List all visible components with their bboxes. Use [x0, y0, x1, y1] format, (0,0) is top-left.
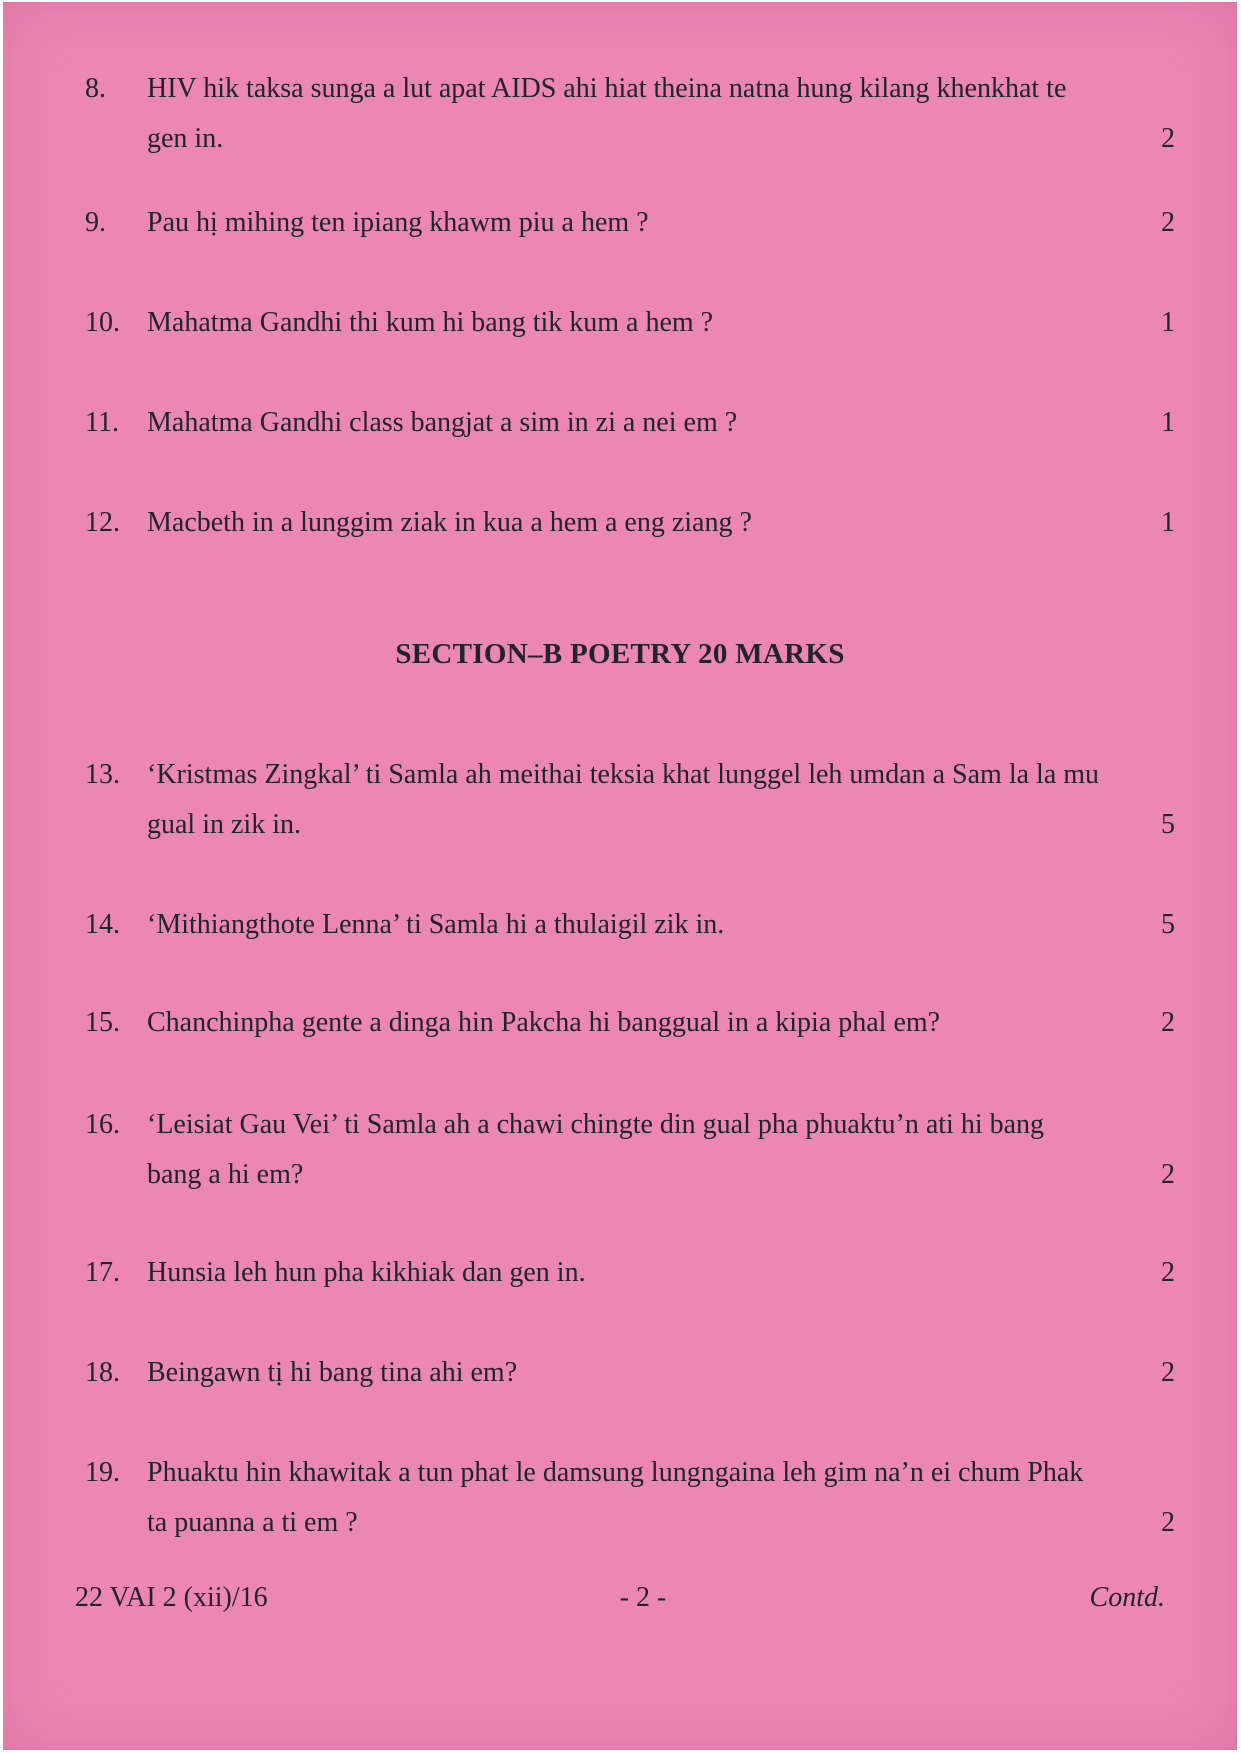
question-marks: 2 [1161, 1159, 1175, 1190]
page-content [3, 2, 1237, 1750]
question-17 [85, 1248, 1175, 1298]
question-text: Hunsia leh hun pha kikhiak dan gen in. [147, 1257, 586, 1288]
question-16 [85, 1100, 1175, 1200]
paper-code: 22 VAI 2 (xii)/16 [75, 1582, 268, 1613]
question-marks: 1 [1161, 307, 1175, 338]
question-text: Beingawn tị hi bang tina ahi em? [147, 1357, 518, 1388]
question-text: Phuaktu hin khawitak a tun phat le damsung lungngaina leh gim na’n ei chum Phak ta puanna a ti em ? [147, 1457, 1084, 1538]
question-text: ‘Kristmas Zingkal’ ti Samla ah meithai teksia khat lunggel leh umdan a Sam la la mu gual in zik in. [147, 759, 1100, 840]
question-number: 8. [85, 73, 106, 104]
page-number: - 2 - [619, 1582, 667, 1613]
question-marks: 5 [1161, 809, 1175, 840]
question-14 [85, 900, 1175, 950]
question-marks: 1 [1161, 507, 1175, 538]
question-number: 9. [85, 207, 106, 238]
question-number: 17. [85, 1257, 120, 1288]
question-text: Chanchinpha gente a dinga hin Pakcha hi banggual in a kipia phal em? [147, 1007, 941, 1038]
question-number: 19. [85, 1457, 120, 1488]
exam-page [3, 2, 1237, 1750]
question-text: Pau hị mihing ten ipiang khawm piu a hem ? [147, 207, 649, 238]
question-text: Macbeth in a lunggim ziak in kua a hem a eng ziang ? [147, 507, 752, 538]
question-number: 15. [85, 1007, 120, 1038]
question-15 [85, 998, 1175, 1048]
question-marks: 5 [1161, 909, 1175, 940]
question-text: ‘Leisiat Gau Vei’ ti Samla ah a chawi chingte din gual pha phuaktu’n ati hi bang bang a hi em? [147, 1109, 1045, 1190]
question-marks: 2 [1161, 1507, 1175, 1538]
question-12 [85, 498, 1175, 548]
question-number: 12. [85, 507, 120, 538]
question-number: 11. [85, 407, 119, 438]
question-11 [85, 398, 1175, 448]
question-number: 14. [85, 909, 120, 940]
question-18 [85, 1348, 1175, 1398]
continued-label: Contd. [1089, 1582, 1165, 1613]
question-10 [85, 298, 1175, 348]
question-marks: 2 [1161, 1007, 1175, 1038]
question-marks: 2 [1161, 123, 1175, 154]
question-marks: 2 [1161, 1257, 1175, 1288]
question-text: Mahatma Gandhi class bangjat a sim in zi a nei em ? [147, 407, 738, 438]
question-number: 13. [85, 759, 120, 790]
section-heading: SECTION–B POETRY 20 MARKS [395, 638, 845, 670]
question-text: HIV hik taksa sunga a lut apat AIDS ahi hiat theina natna hung kilang khenkhat te gen in. [147, 73, 1067, 154]
question-number: 16. [85, 1109, 120, 1140]
question-8 [85, 64, 1175, 164]
question-marks: 2 [1161, 207, 1175, 238]
question-13 [85, 750, 1175, 850]
question-text: Mahatma Gandhi thi kum hi bang tik kum a hem ? [147, 307, 714, 338]
question-19 [85, 1448, 1175, 1548]
question-marks: 2 [1161, 1357, 1175, 1388]
question-number: 18. [85, 1357, 120, 1388]
question-text: ‘Mithiangthote Lenna’ ti Samla hi a thulaigil zik in. [147, 909, 725, 940]
question-number: 10. [85, 307, 120, 338]
question-marks: 1 [1161, 407, 1175, 438]
question-9 [85, 198, 1175, 248]
